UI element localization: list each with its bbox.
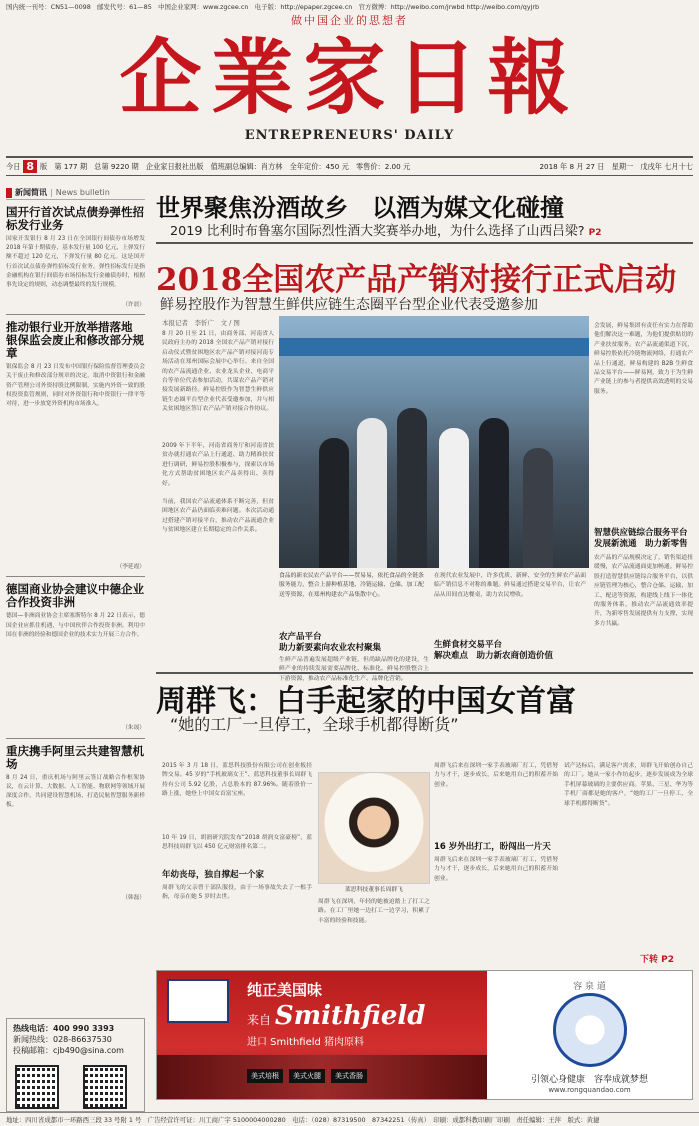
headline-story1: 世界聚焦汾酒故乡 以酒为媒文化碰撞 (156, 193, 564, 222)
issue-date: 2018 年 8 月 27 日 星期一 戊戌年 七月十七 (539, 161, 693, 171)
bulletin-item-title: 德国商业协会建议中德企业合作投资非洲 (6, 582, 144, 610)
article-column: 当前，我国农产品流通体系不断完善，但贫困地区农产品仍面临卖难问题。本次活动通过搭建产销对接平台，推动农产品流通企业与贫困地区建立长期稳定的合作关系。 (162, 499, 274, 534)
ad-right-brand: 容 泉 道 (573, 982, 606, 992)
article-column: 2015 年 3 月 18 日，蓝思科技股份有限公司在创业板挂牌交易。45 岁的“手机玻璃女王”、蓝思科技董事长周群飞持有公司 5.92 亿股，占总股本的 87.96%。随着股价一路上涨，她登上中国女首富宝座。 (162, 763, 312, 798)
ad-brand: Smithfield (274, 1001, 426, 1031)
bulletin-item-title: 推动银行业开放举措落地 银保监会废止和修改部分规章 (6, 320, 144, 361)
article-column: 农产品的产品规模决定了，销售渠道扭缓慢，农产品流通面更加畅通。鲜易控股打造智慧供应链综合服务平台，以供应链管理为核心，整合仓储、运输、加工、配送等资源，构建线上线下一体化的服务体系，推动农产品流通效率提升，为新零售发展提供有力支撑，实现多方共赢。 (594, 555, 693, 627)
issue-bar (6, 156, 693, 176)
divider (156, 242, 693, 244)
page-ref-link[interactable]: P2 (588, 228, 602, 238)
circle-logo-icon (553, 993, 627, 1067)
contact-box (6, 1018, 145, 1112)
article-column: 会发展，鲜易集团有责任有实力在帮助他们解决这一难题，为他们提供贴切的产业扶贫服务。农产品流通渠道下沉，鲜易控股依托冷链物流网络，打通农产品上行通道，鲜易构建的 B2B 生鲜食品交易平台——鲜易网，致力于为生鲜产业链上的参与者提供高效透明的交易服务。 (594, 323, 693, 395)
ad-brand-line (247, 1001, 425, 1031)
section-subhead-line: 生鲜食材交易平台 (434, 640, 503, 650)
page-count-badge: 8 (23, 160, 37, 173)
section-subhead-line: 解决难点 助力新农商创造价值 (434, 651, 554, 661)
section-subhead-line: 助力新要素向农业农村聚集 (279, 643, 382, 653)
article-column: 周群飞后来在深圳一家手表玻璃厂打工，凭借努力与才干，逐步成长，后来她用自己的积蓄开始创业。 (434, 857, 558, 882)
article-column: 在现代农业发展中，许多优质、新鲜、安全的生鲜农产品面临产销信息不对称的难题。鲜易通过搭建交易平台，让农产品从田间直达餐桌，助力农民增收。 (434, 573, 586, 598)
ad-tag: 美式培根 (247, 1069, 283, 1083)
bulletin-item-source: （李延霞） (116, 564, 145, 571)
byline: 本报记者 李忻广 文 / 图 (162, 319, 240, 327)
bulletin-tab: 新闻简讯 | News bulletin (6, 186, 145, 200)
bulletin-item-source: （韩磊） (122, 894, 145, 901)
person-figure (397, 408, 427, 568)
qr-code-icon (15, 1065, 59, 1109)
bulletin-item-body: 德国—非洲商业协会主席塞斯特尔 8 月 22 日表示，德国企业应抓住机遇，与中国伙伴合作投资非洲。利用中国在非洲的经验和德国企业的技术实力开展三方合作。 (6, 613, 145, 638)
footer-info: 地址：四川省成都市一环路西三段 33 号附 1 号 广告经营许可证：川工商广字 5100004000280 电话：（028）87319500 87342251（传真） 印刷：成都科教印刷厂印刷 责任编辑：王萍 版式：黄捷 (0, 1112, 699, 1126)
masthead-english: ENTREPRENEURS' DAILY (244, 128, 455, 143)
ad-from-label: 来自 (247, 1013, 272, 1027)
article-column: 周群飞后来在深圳一家手表玻璃厂打工，凭借努力与才干，逐步成长，后来她用自己的积蓄开始创业。 (434, 763, 558, 788)
subheadline-story3: “她的工厂一旦停工，全球手机都得断货” (170, 715, 459, 734)
masthead-slogan: 做中国企业的思想者 (291, 14, 408, 27)
headline-story2: 2018全国农产品产销对接行正式启动 (156, 262, 677, 298)
qr-code-icon (83, 1065, 127, 1109)
today-label: 今日 (6, 161, 21, 171)
newsroom-hotline-text: 新闻热线：028-86637530 (13, 1035, 112, 1044)
section-subhead (434, 640, 586, 662)
ad-tags (247, 1069, 367, 1083)
bulletin-item (6, 583, 145, 733)
ad-subline: 进口 Smithfield 猪肉原料 (247, 1037, 365, 1048)
subheadline-story2: 鲜易控股作为智慧生鲜供应链生态圈平台型企业代表受邀参加 (160, 297, 538, 313)
article-column: 周群飞的父亲曾于部队服役，由于一场事故失去了一根手指，母亲在她 5 岁时去世。 (162, 885, 312, 901)
bulletin-marker-icon (6, 188, 12, 198)
portrait-photo (318, 772, 430, 884)
masthead-title: 企業家日報 (119, 30, 580, 126)
article-column: 10 年 19 日，胡润研究院发布“2018 胡润女富豪榜”，蓝思科技周群飞以 450 亿元财富排名第二。 (162, 835, 312, 851)
ad-tag: 美式香肠 (331, 1069, 367, 1083)
event-photo (279, 316, 589, 568)
email-text: 投稿邮箱：cjb490@sina.com (13, 1046, 124, 1055)
bulletin-item-title: 国开行首次试点债券弹性招标发行业务 (6, 205, 144, 232)
bulletin-tab-label: 新闻简讯 (15, 188, 47, 197)
ad-right-url[interactable]: www.rongquandao.com (548, 1086, 631, 1094)
bulletin-item-source: （朱晟） (122, 725, 145, 732)
article-column: 生鲜产品普遍发展超级产业链，但尚缺品牌化的建设，生鲜产业的持续发展需要品牌化、标准化。鲜易控股整合上下游资源，推动农产品标准化生产、品牌化营销。 (279, 657, 429, 682)
bulletin-item-body: 银保监会 8 月 23 日发布中国银行保险监督管理委员会关于废止和修改部分规章的决定，取消中资银行和金融资产管理公司外资持股比例限制，实施内外资一致的股权投资监管规则，同时对外资银行和中资银行一律平等对待，进一步放宽外资机构市场准入。 (6, 364, 145, 408)
person-figure (319, 438, 349, 568)
person-figure (479, 418, 509, 568)
bulletin-item (6, 206, 145, 310)
article-column: 周群飞在深圳，年轻的她被迫踏上了打工之路。在工厂里她一边打工一边学习，积累了丰富的经验和技能。 (318, 899, 430, 924)
section-subhead: 年幼丧母，独自撑起一个家 (162, 870, 265, 880)
rongquandao-ad[interactable] (487, 971, 692, 1099)
continue-link[interactable]: 下转 P2 (640, 955, 674, 965)
section-subhead-line: 农产品平台 (279, 632, 322, 642)
top-info-line: 国内统一刊号：CN51—0098 邮发代号：61—85 中国企业家网：www.zgcee.cn 电子版：http://epaper.zgcee.cn 官方微博：http://weibo.com/jrwbd http://weibo.com/qyjrb (6, 3, 540, 11)
bulletin-item-body: 国家开发银行 8 月 23 日在全国银行间债券市场增发 2018 年第十期债券，基本发行量 100 亿元，上弹发行额不超过 120 亿元，下弹发行量 80 亿元。这是国开行首次试点债券弹性招标发行业务，弹性招标发行是指金融机构在银行间债券市场招标发行金融债券时，根据事先设定的规则，动态调整最终的发行规模。 (6, 236, 145, 289)
divider (6, 576, 145, 577)
section-subhead: 16 岁外出打工，盼闯出一片天 (434, 842, 551, 852)
photo-caption: 食品的新农民农产品平台——贸易易，依托食品的全链条服务能力，整合上游种植基地、冷链运输、仓储、加工配送等资源，在郑州构建农产品集散中心。 (279, 573, 424, 598)
flag-logo-icon (167, 979, 229, 1023)
smithfield-ad[interactable] (157, 971, 487, 1099)
person-figure (439, 428, 469, 568)
person-figure (357, 418, 387, 568)
bulletin-item-title: 重庆携手阿里云共建智慧机场 (6, 743, 144, 771)
ad-headline: 纯正美国味 (247, 981, 323, 999)
bulletin-item (6, 321, 145, 572)
section-subhead (279, 632, 429, 654)
hotline-text: 热线电话：400 990 3393 (13, 1024, 115, 1033)
person-figure (523, 448, 553, 568)
section-subhead-line: 发展新流通 助力新零售 (594, 539, 688, 549)
divider (156, 672, 693, 674)
divider (6, 738, 145, 739)
bulletin-tab-en: News bulletin (55, 188, 110, 197)
article-column: 8 月 20 日至 21 日，由商务部、河南省人民政府主办的 2018 全国农产品产销对接行启动仪式暨贫困地区农产品产销对接河南专场活动在郑州国际会展中心举行。来自全国的农产品流通企业、农业龙头企业、电商平台等单位代表参加活动，共谋农产品产销对接发展新路径。鲜易控股作为智慧生鲜供应链生态圈平台型企业代表受邀参加，并与相关贫困地区签订农产品产销对接合作协议。 (162, 331, 274, 413)
section-subhead-line: 智慧供应链综合服务平台 (594, 528, 688, 538)
subheadline-story1 (170, 220, 670, 239)
article-column: 试产达标后，满足客户需求，周群飞开始创办自己的工厂。她从一家小作坊起步，逐步发展成为全球手机屏幕玻璃的主要供应商。苹果、三星、华为等手机厂商都是她的客户，“她的工厂一旦停工，全球手机都得断货”。 (564, 763, 693, 807)
photo-caption: 蓝思科技董事长周群飞 (345, 887, 403, 893)
divider (6, 314, 145, 315)
ad-tag: 美式火腿 (289, 1069, 325, 1083)
ad-right-slogan: 引领心身健康 容奉成就梦想 (530, 1075, 648, 1085)
news-bulletin-sidebar (6, 186, 145, 1114)
headline-story3: 周群飞：白手起家的中国女首富 (156, 684, 576, 719)
subheadline-story1-text: 2019 比利时布鲁塞尔国际烈性酒大奖赛举办地，为什么选择了山西吕梁? (170, 224, 585, 239)
bulletin-item-body: 8 月 24 日，重庆机场与阿里云签订战略合作框架协议，在云计算、大数据、人工智能、物联网等领域开展深度合作，共同建设智慧机场，打造民航智慧服务新样板。 (6, 774, 145, 809)
issue-details: 版 第 177 期 总第 9220 期 企业家日报社出版 值班副总编辑：肖方林 全年定价：450 元 零售价：2.00 元 (40, 161, 411, 171)
banner-shape (279, 338, 589, 356)
advertisement-banner[interactable] (156, 970, 693, 1100)
bulletin-item (6, 745, 145, 903)
bulletin-item-source: （许晨） (122, 302, 145, 308)
article-column: 2009 年下半年，河南省商务厅和河南省扶贫办就打通农产品上行通道、助力精准扶贫进行调研，鲜易控股积极参与，探索以市场化方式帮助贫困地区农产品卖得出、卖得好。 (162, 443, 274, 487)
section-subhead (594, 528, 693, 550)
